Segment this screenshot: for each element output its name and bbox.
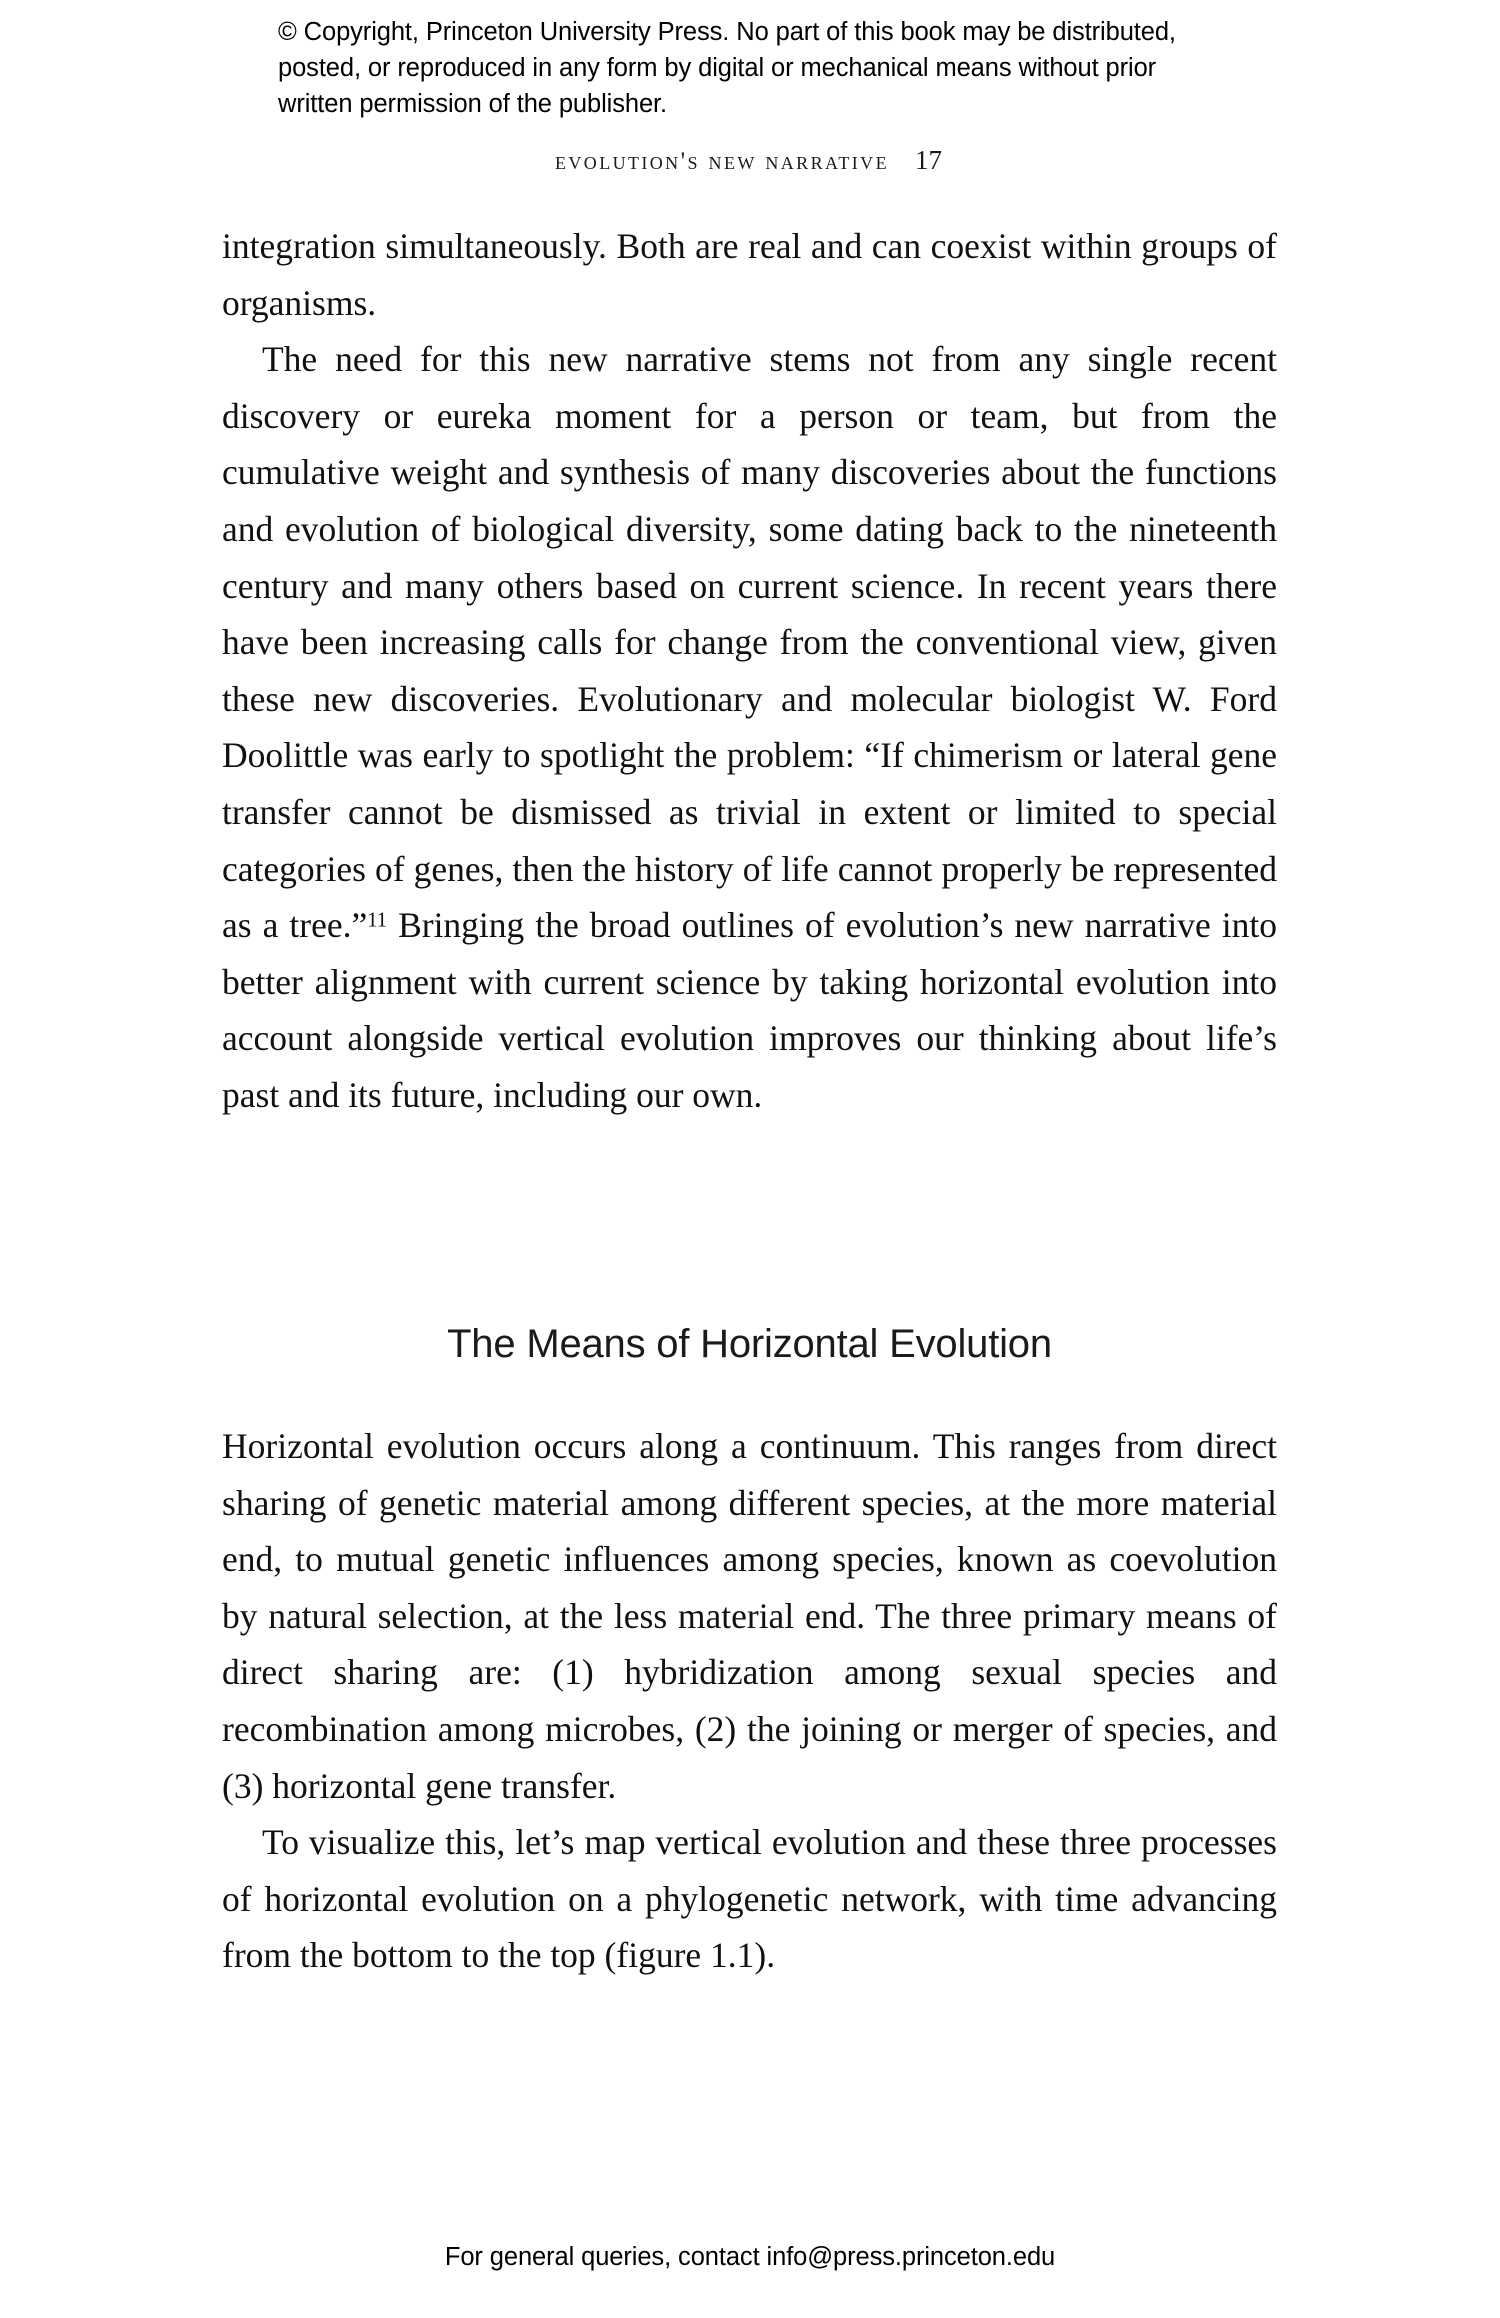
footer-queries-line: For general queries, contact info@press.princeton.edu [444,2243,1056,2271]
page-number: 17 [914,145,942,175]
body-text-block-1 [222,218,1277,1124]
running-head-title: evolution's new narrative [555,148,889,175]
paragraph-to-visualize: To visualize this, let’s map vertical evolution and these three processes of horizontal evolution on a phylogenetic network, with time advancing from the bottom to the top (figure 1.1). [222,1822,1277,1976]
paragraph-text-before-footnote: The need for this new narrative stems not from any single recent discovery or eureka moment for a person or team, but from the cumulative weight and synthesis of many discoveries about the functions and evolution of biological diversity, some dating back to the nineteenth century and many others based on current science. In recent years there have been increasing calls for change from the conventional view, given these new discoveries. Evolutionary and molecular biologist W. Ford Doolittle was early to spotlight the problem: “If chimerism or lateral gene transfer cannot be dismissed as trivial in extent or limited to special categories of genes, then the history of life cannot properly be represented as a tree.” [222,339,1277,946]
paragraph-new-narrative [222,331,1277,1123]
section-heading: The Means of Horizontal Evolution [447,1322,1052,1366]
running-head [222,145,1275,176]
footnote-marker[interactable]: 11 [367,909,388,932]
paragraph-continuation: integration simultaneously. Both are real and can coexist within groups of organisms. [222,226,1277,323]
copyright-notice: © Copyright, Princeton University Press. No part of this book may be distributed, posted, or reproduced in any form by digital or mechanical means without prior written permission of the publisher. [278,18,1176,118]
body-text-block-2 [222,1418,1277,1984]
paragraph-means-of-horizontal-evolution: Horizontal evolution occurs along a continuum. This ranges from direct sharing of genetic material among different species, at the more material end, to mutual genetic influences among species, known as coevolution by natural selection, at the less material end. The three primary means of direct sharing are: (1) hybridization among sexual species and recombination among microbes, (2) the joining or merger of species, and (3) horizontal gene transfer. [222,1426,1277,1806]
paragraph-text-after-footnote: Bringing the broad outlines of evolution’s new narrative into better alignment with current science by taking horizontal evolution into account alongside vertical evolution improves our thinking about life’s past and its future, including our own. [222,905,1277,1115]
